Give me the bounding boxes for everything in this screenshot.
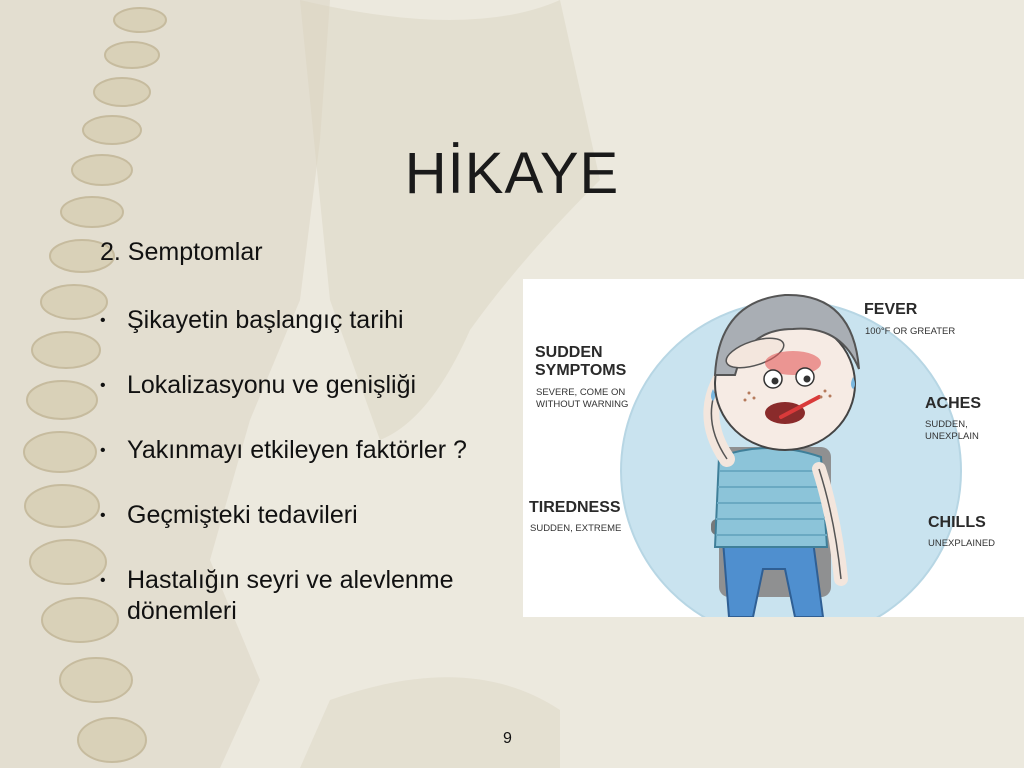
slide-title: HİKAYE: [404, 141, 620, 206]
sudden-heading-line2: SYMPTOMS: [535, 362, 627, 379]
fever-heading: FEVER: [864, 301, 918, 318]
bullet-text: Şikayetin başlangıç tarihi: [127, 306, 404, 334]
chills-heading: CHILLS: [928, 514, 986, 531]
aches-caption: SUDDEN, UNEXPLAIN: [925, 419, 979, 442]
chills-caption: UNEXPLAINED: [928, 538, 996, 549]
tiredness-caption: SUDDEN, EXTREME: [530, 523, 622, 534]
bullet-dot-icon: •: [100, 572, 106, 589]
sudden-caption-line2: WITHOUT WARNING: [536, 399, 629, 410]
bullet-text: Yakınmayı etkileyen faktörler ?: [127, 436, 467, 464]
bullet-item: [100, 500, 520, 531]
bullet-text: Geçmişteki tedavileri: [127, 501, 358, 529]
page-number: 9: [503, 730, 512, 747]
sudden-symptoms-heading: [535, 344, 626, 380]
bullet-dot-icon: •: [100, 312, 106, 329]
sudden-heading-line1: SUDDEN: [535, 344, 603, 361]
sudden-symptoms-caption: [536, 387, 628, 411]
bullet-dot-icon: •: [100, 507, 106, 524]
bullet-item: [100, 435, 520, 466]
bullet-list: [100, 305, 520, 627]
sudden-caption-line1: SEVERE, COME ON: [536, 387, 626, 398]
bullet-dot-icon: •: [100, 442, 106, 459]
bullet-text: Hastalığın seyri ve alevlenme dönemleri: [127, 566, 454, 625]
bullet-item: [100, 565, 520, 627]
aches-heading: ACHES: [925, 395, 982, 412]
bullet-item: [100, 305, 520, 336]
flu-symptoms-illustration: [523, 279, 1024, 617]
tiredness-heading: TIREDNESS: [529, 499, 621, 516]
bullet-item: [100, 370, 520, 401]
fever-caption: 100°F OR GREATER: [865, 326, 956, 337]
section-subtitle: 2. Semptomlar: [100, 238, 263, 266]
bullet-text: Lokalizasyonu ve genişliği: [127, 371, 417, 399]
bullet-dot-icon: •: [100, 377, 106, 394]
